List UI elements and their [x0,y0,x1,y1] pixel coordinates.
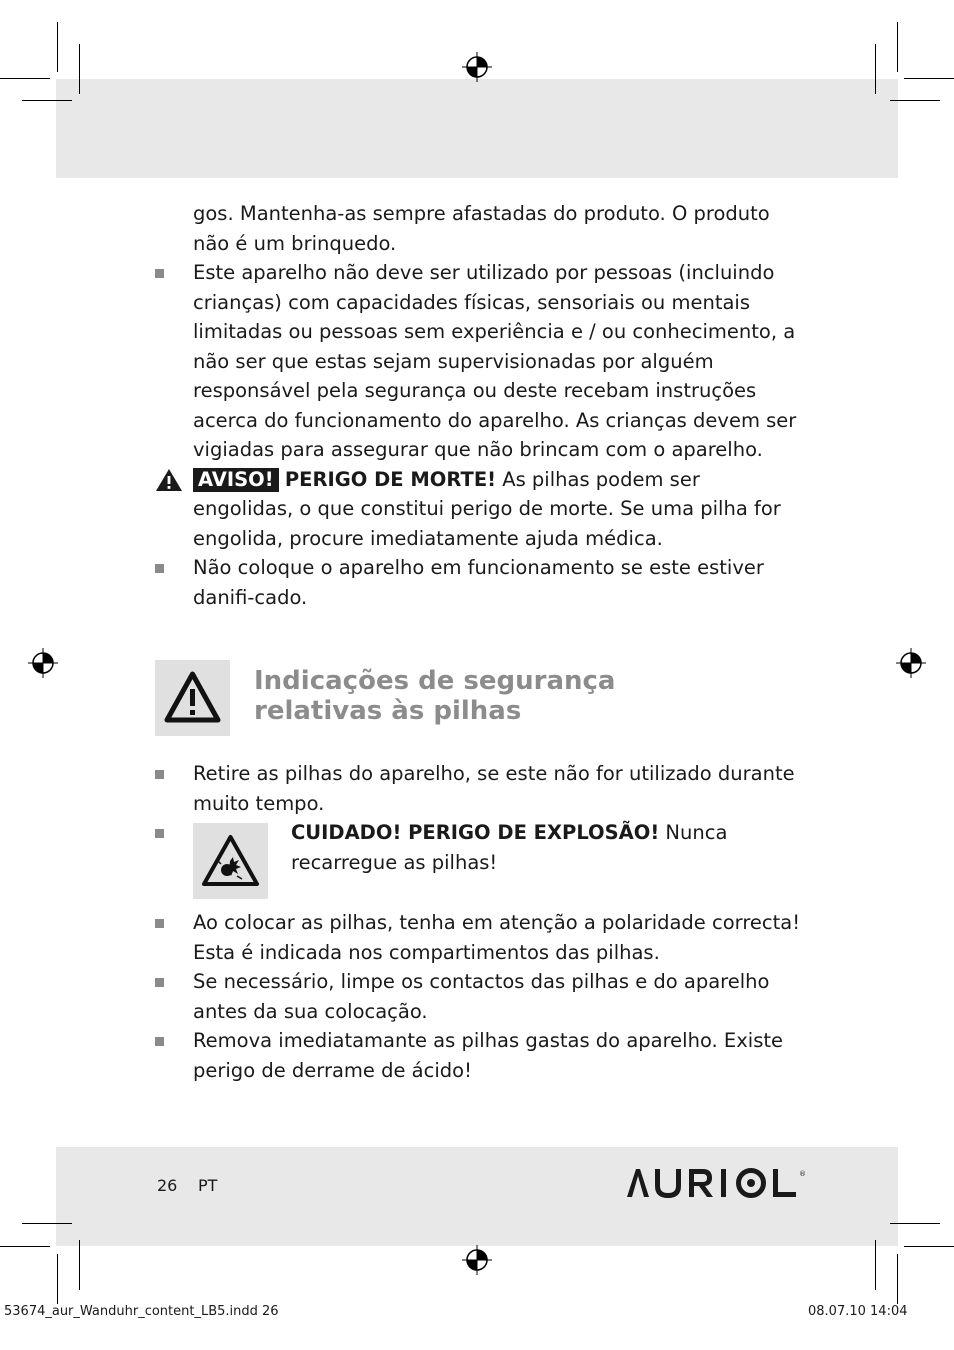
bullet-square-icon [155,770,164,779]
crop-mark [897,1254,898,1304]
caution-heading: CUIDADO! PERIGO DE EXPLOSÃO! [291,821,660,844]
crop-mark [79,44,80,94]
print-slug-datetime: 08.07.10 14:04 [808,1304,908,1319]
registration-mark-icon [462,1245,492,1275]
body-content [155,199,805,612]
list-item [155,1026,805,1085]
explosion-icon-box [193,823,268,899]
crop-mark [57,22,58,72]
crop-mark [22,1223,72,1224]
list-item [155,759,805,818]
section-title: Indicações de segurança relativas às pilhas [254,666,616,726]
bullet-square-icon [155,829,164,838]
list-item-text: Se necessário, limpe os contactos das pilhas e do aparelho antes da sua colocação. [193,970,770,1023]
list-item-text: Este aparelho não deve ser utilizado por pessoas (incluindo crianças) com capacidades físicas, sensoriais ou mentais limitadas ou pessoas sem experiência e / ou conhecimento, a não ser que estas sejam supervisionadas por alguém responsável pela segurança ou deste recebam instruções acerca do funcionamento do aparelho. As crianças devem ser vigiadas para assegurar que não brincam com o aparelho. [193,261,797,461]
bullet-square-icon [155,919,164,928]
explosion-icon [193,823,268,899]
print-slug-filename: 53674_aur_Wanduhr_content_LB5.indd 26 [4,1304,279,1319]
registration-mark-icon [462,52,492,82]
list-item [155,553,805,612]
warning-triangle-icon [155,468,183,492]
crop-mark [875,1240,876,1290]
section-icon-box [155,660,230,736]
language-code: PT [198,1176,218,1195]
caution-text: CUIDADO! PERIGO DE EXPLOSÃO! Nunca recarregue as pilhas! [291,821,728,874]
svg-text:®: ® [799,1170,806,1178]
header-band [56,79,898,178]
list-item-text: Retire as pilhas do aparelho, se este não for utilizado durante muito tempo. [193,762,795,815]
crop-mark [79,1240,80,1290]
crop-mark [897,22,898,72]
warning-heading: PERIGO DE MORTE! [284,467,497,491]
list-item-text: Remova imediatamante as pilhas gastas do aparelho. Existe perigo de derrame de ácido! [193,1029,784,1082]
crop-mark [875,44,876,94]
registration-mark-icon [28,648,58,678]
crop-mark [22,100,72,101]
crop-mark [904,1246,954,1247]
crop-mark [904,78,954,79]
list-item [155,818,805,908]
warning-item [155,465,805,554]
bullet-square-icon [155,564,164,573]
warning-label: AVISO! [193,468,279,492]
list-item [155,967,805,1026]
registration-mark-icon [896,648,926,678]
crop-mark [890,1223,940,1224]
bullet-square-icon [155,978,164,987]
list-item-text: Não coloque o aparelho em funcionamento se este estiver danifi-cado. [193,556,764,609]
svg-text:AURIOL: AURIOL [627,1167,631,1168]
crop-mark [57,1254,58,1304]
crop-mark [890,100,940,101]
list-item [155,908,805,967]
section-content [155,759,805,1085]
bullet-square-icon [155,269,164,278]
crop-mark [0,1246,50,1247]
page-number: 26 [157,1176,178,1195]
paragraph: gos. Mantenha-as sempre afastadas do produto. O produto não é um brinquedo. [193,202,770,255]
warning-text: As pilhas podem ser engolidas, o que constitui perigo de morte. Se uma pilha for engolida, procure imediatamente ajuda médica. [193,467,781,550]
bullet-square-icon [155,1037,164,1046]
crop-mark [0,78,50,79]
warning-triangle-icon [155,660,230,736]
section-header [155,660,805,736]
brand-logo [627,1167,806,1199]
list-item [155,258,805,465]
list-item-text: Ao colocar as pilhas, tenha em atenção a polaridade correcta! Esta é indicada nos compartimentos das pilhas. [193,911,801,964]
